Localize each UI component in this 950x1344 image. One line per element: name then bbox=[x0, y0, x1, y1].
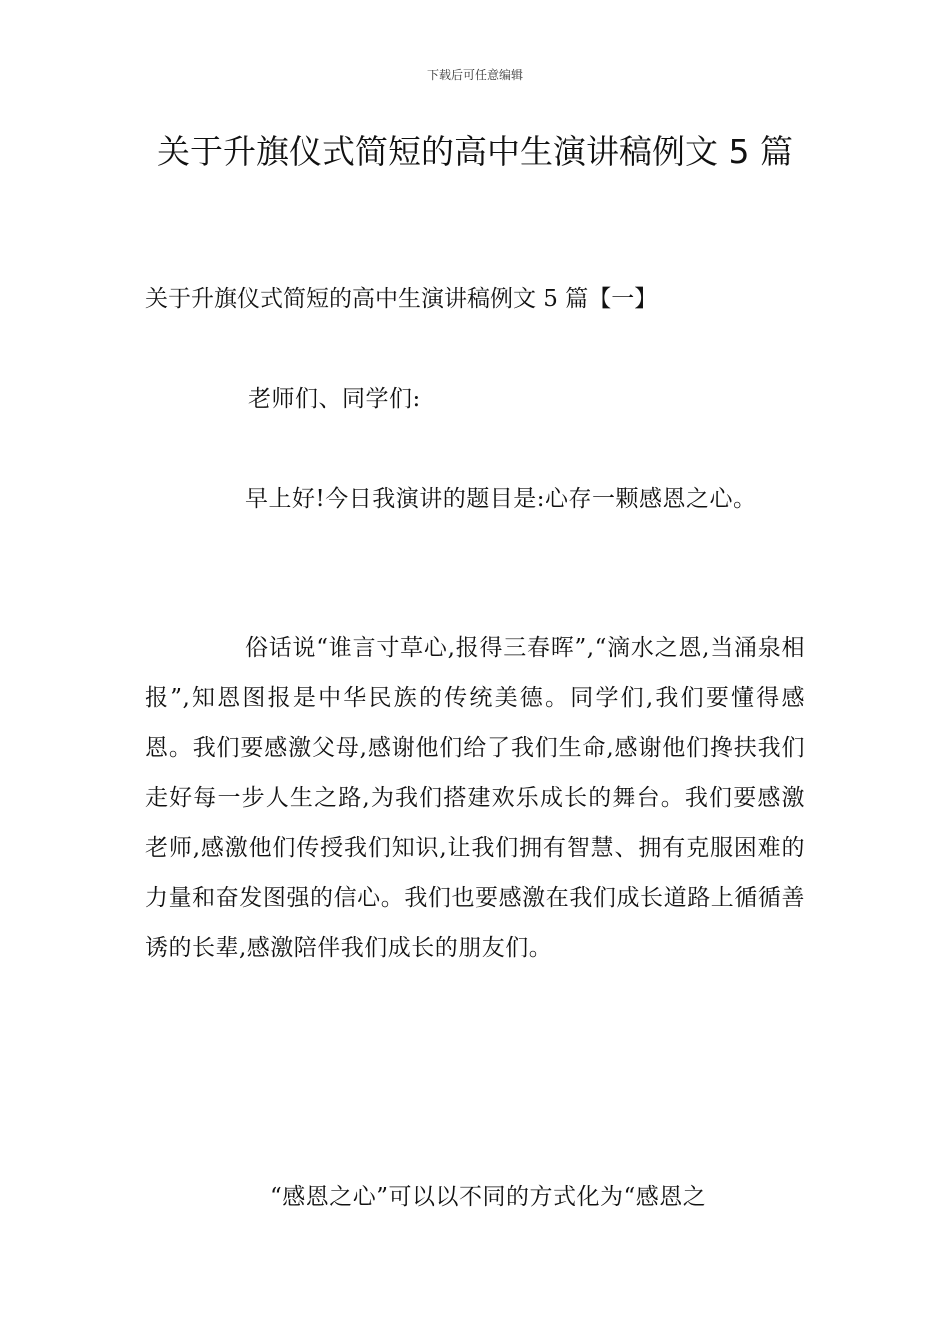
greeting-paragraph: 老师们、同学们: bbox=[248, 386, 421, 412]
intro-paragraph: 早上好!今日我演讲的题目是:心存一颗感恩之心。 bbox=[245, 486, 757, 512]
body-paragraph: 俗话说“谁言寸草心,报得三春晖”,“滴水之恩,当涌泉相报”,知恩图报是中华民族的传统美德。同学们,我们要懂得感恩。我们要感激父母,感谢他们给了我们生命,感谢他们搀扶我们走好每一步人生之路,为我们搭建欢乐成长的舞台。我们要感激老师,感激他们传授我们知识,让我们拥有智慧、拥有克服困难的力量和奋发图强的信心。我们也要感激在我们成长道路上循循善诱的长辈,感激陪伴我们成长的朋友们。 bbox=[145, 635, 805, 961]
continuation-paragraph: “感恩之心”可以以不同的方式化为“感恩之 bbox=[270, 1184, 707, 1210]
header-note: 下载后可任意编辑 bbox=[426, 68, 523, 82]
document-title: 关于升旗仪式简短的高中生演讲稿例文 5 篇 bbox=[157, 132, 793, 171]
section-heading: 关于升旗仪式简短的高中生演讲稿例文 5 篇【一】 bbox=[145, 286, 658, 312]
